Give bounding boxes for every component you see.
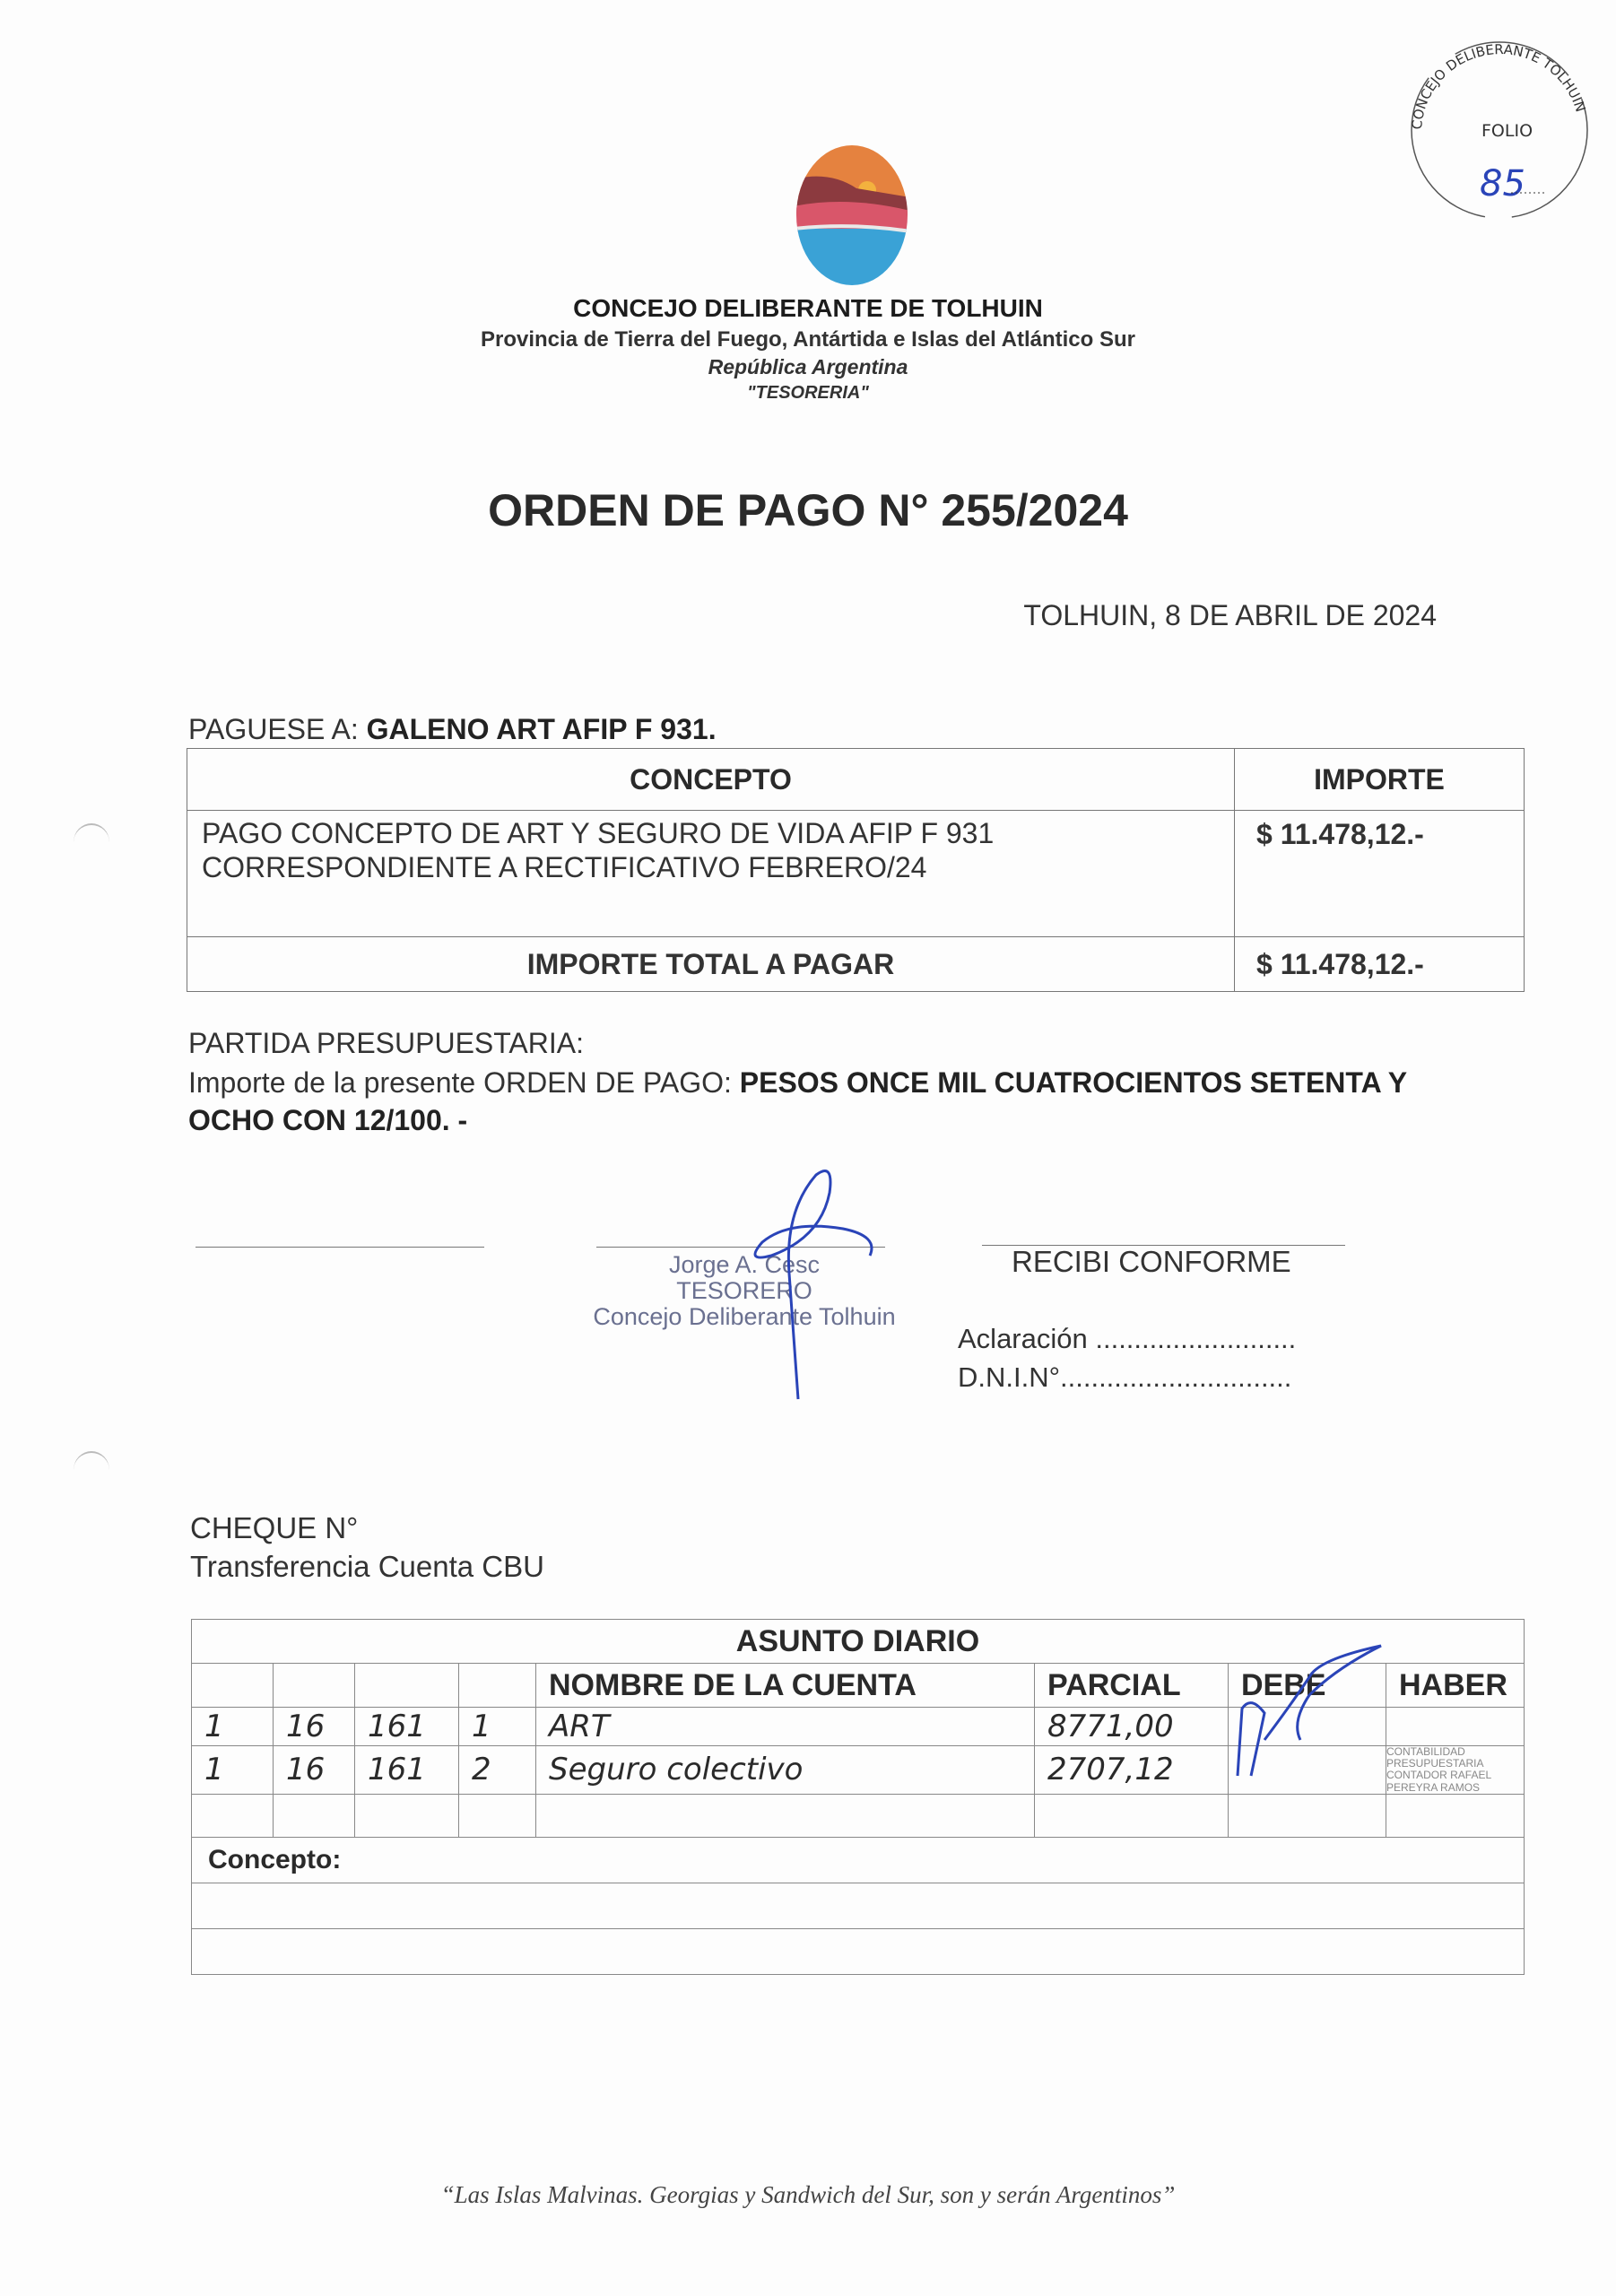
- account-code-4: 1: [459, 1708, 536, 1746]
- parcial-header: PARCIAL: [1035, 1664, 1229, 1708]
- debe-header: DEBE: [1229, 1664, 1386, 1708]
- treasurer-org: Concejo Deliberante Tolhuin: [593, 1303, 896, 1331]
- org-country: República Argentina: [708, 355, 908, 378]
- concejo-logo: [794, 144, 910, 287]
- svg-text:FOLIO: FOLIO: [1481, 121, 1533, 141]
- org-department: "TESORERIA": [747, 383, 869, 403]
- dni-field: D.N.I.N°..............................: [958, 1361, 1292, 1393]
- document-date: TOLHUIN, 8 DE ABRIL DE 2024: [1023, 599, 1437, 631]
- org-name: CONCEJO DELIBERANTE DE TOLHUIN: [573, 294, 1043, 322]
- payee-label: PAGUESE A:: [188, 713, 359, 745]
- parcial-value: 8771,00: [1035, 1708, 1229, 1746]
- punch-hole-mark: [74, 823, 109, 861]
- account-code-3: 161: [355, 1708, 459, 1746]
- treasurer-role: TESORERO: [676, 1277, 812, 1305]
- account-name: ART: [536, 1708, 1035, 1746]
- total-amount: $ 11.478,12.-: [1235, 937, 1525, 992]
- account-code-1: 1: [192, 1746, 274, 1795]
- concept-desc-line2: CORRESPONDIENTE A RECTIFICATIVO FEBRERO/24: [202, 851, 927, 884]
- account-code-2: 16: [274, 1708, 355, 1746]
- concept-header: CONCEPTO: [187, 749, 1235, 811]
- importe-prefix: Importe de la presente ORDEN DE PAGO:: [188, 1066, 740, 1099]
- received-label: RECIBI CONFORME: [1012, 1245, 1291, 1278]
- cheque-label: CHEQUE N°: [190, 1511, 359, 1544]
- svg-text:85: 85: [1480, 163, 1525, 204]
- concept-amount: $ 11.478,12.-: [1235, 811, 1525, 937]
- asunto-title: ASUNTO DIARIO: [192, 1620, 1525, 1664]
- account-code-2: 16: [274, 1746, 355, 1795]
- partida-label: PARTIDA PRESUPUESTARIA:: [188, 1027, 584, 1059]
- aclaracion-field: Aclaración ..........................: [958, 1323, 1297, 1354]
- document-title: ORDEN DE PAGO N° 255/2024: [488, 485, 1128, 535]
- accountant-signature: [1229, 1641, 1390, 1794]
- account-code-1: 1: [192, 1708, 274, 1746]
- total-label: IMPORTE TOTAL A PAGAR: [187, 937, 1235, 992]
- account-code-4: 2: [459, 1746, 536, 1795]
- concept-description: [187, 811, 1235, 937]
- payee-line: [188, 713, 717, 746]
- concept-desc-line1: PAGO CONCEPTO DE ART Y SEGURO DE VIDA AFIP F 931: [202, 817, 995, 849]
- importe-in-words: [188, 1064, 1444, 1139]
- treasurer-signature: [735, 1157, 897, 1408]
- account-name: Seguro colectivo: [536, 1746, 1035, 1795]
- signature-line-left: [195, 1247, 484, 1248]
- account-name-header: NOMBRE DE LA CUENTA: [536, 1664, 1035, 1708]
- concept-table: [187, 748, 1525, 992]
- folio-seal-stamp: [1394, 27, 1601, 233]
- payee-name: GALENO ART AFIP F 931.: [366, 713, 717, 745]
- svg-text:CONCEJO DELIBERANTE TOLHUIN: CONCEJO DELIBERANTE TOLHUIN: [1408, 41, 1589, 131]
- footer-motto: “Las Islas Malvinas. Georgias y Sandwich del Sur, son y serán Argentinos”: [440, 2181, 1176, 2208]
- org-province: Provincia de Tierra del Fuego, Antártida e Islas del Atlántico Sur: [481, 327, 1135, 352]
- punch-hole-mark: [74, 1451, 109, 1489]
- account-code-3: 161: [355, 1746, 459, 1795]
- treasurer-name: Jorge A. Cesc: [668, 1251, 821, 1278]
- haber-header: HABER: [1386, 1664, 1525, 1708]
- transfer-label: Transferencia Cuenta CBU: [190, 1550, 544, 1583]
- amount-header: IMPORTE: [1235, 749, 1525, 811]
- importe-words: PESOS ONCE MIL CUATROCIENTOS SETENTA Y OCHO CON 12/100. -: [188, 1066, 1407, 1137]
- accounting-stamp: CONTABILIDAD PRESUPUESTARIA CONTADOR RAFAEL PEREYRA RAMOS: [1386, 1746, 1525, 1795]
- parcial-value: 2707,12: [1035, 1746, 1229, 1795]
- concepto-label: Concepto:: [192, 1837, 1525, 1883]
